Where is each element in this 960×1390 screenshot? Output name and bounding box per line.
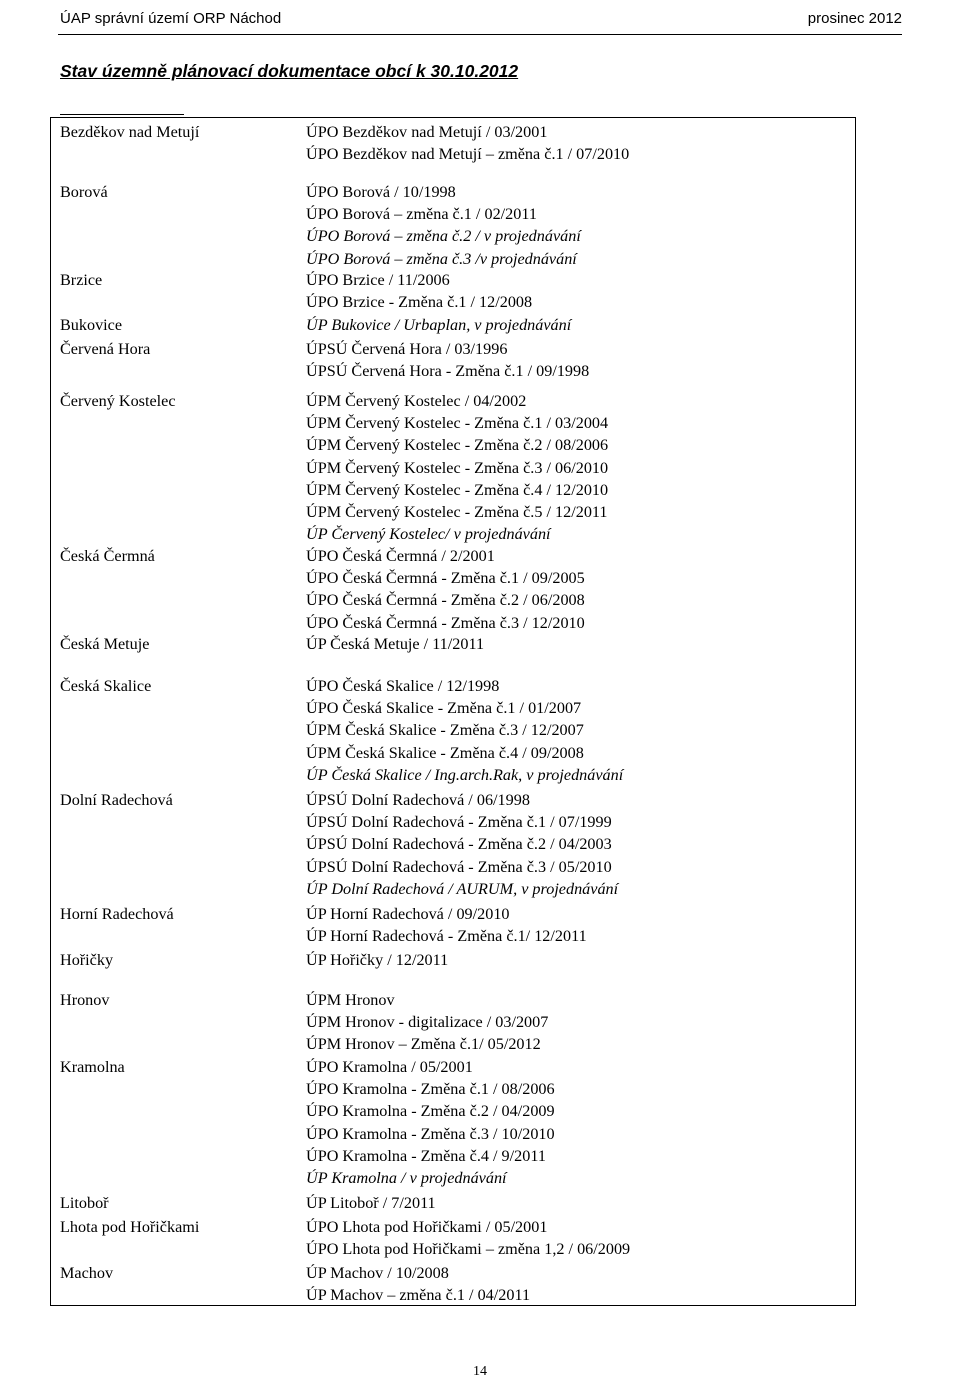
municipality-name: Litoboř: [60, 1194, 109, 1212]
municipality-name: Hronov: [60, 991, 110, 1009]
municipality-name: Kramolna: [60, 1058, 125, 1076]
municipality-name: Bezděkov nad Metují: [60, 123, 200, 141]
municipality-name: Česká Metuje: [60, 635, 150, 653]
title-short-rule: [60, 114, 184, 115]
plan-document-entry: ÚPM Červený Kostelec - Změna č.3 / 06/2010: [306, 458, 609, 477]
plan-document-entry: ÚPO Borová / 10/1998: [306, 183, 456, 201]
plan-document-entry: ÚPM Hronov: [306, 991, 395, 1009]
plan-document-entry: ÚPO Kramolna - Změna č.3 / 10/2010: [306, 1124, 555, 1143]
plan-document-entry: ÚP Litoboř / 7/2011: [306, 1194, 436, 1212]
plan-document-entry: ÚPO Bezděkov nad Metují / 03/2001: [306, 123, 548, 141]
plan-document-entry: ÚPM Červený Kostelec - Změna č.4 / 12/2010: [306, 480, 609, 499]
plan-document-entry: ÚP Machov / 10/2008: [306, 1264, 449, 1282]
plan-document-entry: ÚPO Česká Skalice / 12/1998: [306, 677, 500, 695]
municipality-name: Dolní Radechová: [60, 791, 173, 809]
plan-document-entry: ÚPO Česká Čermná - Změna č.3 / 12/2010: [306, 613, 585, 632]
municipality-name: Bukovice: [60, 316, 123, 334]
plan-document-entry: ÚP Česká Metuje / 11/2011: [306, 635, 485, 653]
plan-document-entry: ÚPM Červený Kostelec - Změna č.1 / 03/2004: [306, 414, 609, 433]
plan-document-entry: ÚPO Borová – změna č.2 / v projednávání: [306, 227, 581, 246]
plan-document-entry: ÚPO Borová – změna č.3 /v projednávání: [306, 249, 577, 268]
plan-document-entry: ÚPM Červený Kostelec - Změna č.2 / 08/2006: [306, 436, 609, 455]
document-title: Stav územně plánovací dokumentace obcí k 30.10.2012: [60, 61, 519, 81]
plan-document-entry: ÚP Česká Skalice / Ing.arch.Rak, v projednávání: [306, 765, 624, 784]
plan-document-entry: ÚPSÚ Dolní Radechová / 06/1998: [306, 791, 530, 809]
plan-document-entry: ÚPO Brzice / 11/2006: [306, 271, 450, 289]
municipality-name: Borová: [60, 183, 108, 201]
plan-document-entry: ÚPO Kramolna / 05/2001: [306, 1058, 473, 1076]
plan-document-entry: ÚPO Česká Čermná - Změna č.2 / 06/2008: [306, 591, 585, 610]
plan-document-entry: ÚPO Česká Čermná / 2/2001: [306, 547, 495, 565]
municipality-name: Česká Skalice: [60, 677, 152, 695]
plan-document-entry: ÚPM Česká Skalice - Změna č.4 / 09/2008: [306, 743, 584, 762]
plan-document-entry: ÚPO Česká Čermná - Změna č.1 / 09/2005: [306, 569, 585, 588]
page-header: [60, 10, 902, 30]
plan-document-entry: ÚPSÚ Dolní Radechová - Změna č.3 / 05/2010: [306, 857, 612, 876]
plan-document-entry: ÚP Horní Radechová / 09/2010: [306, 905, 510, 923]
plan-document-entry: ÚPO Brzice - Změna č.1 / 12/2008: [306, 293, 533, 312]
plan-document-entry: ÚP Červený Kostelec/ v projednávání: [306, 525, 551, 544]
plan-document-entry: ÚP Hořičky / 12/2011: [306, 951, 449, 969]
plan-document-entry: ÚPO Kramolna - Změna č.4 / 9/2011: [306, 1146, 546, 1165]
plan-document-entry: ÚP Kramolna / v projednávání: [306, 1169, 507, 1187]
plan-document-entry: ÚPSÚ Červená Hora - Změna č.1 / 09/1998: [306, 362, 590, 381]
plan-document-entry: ÚPO Kramolna - Změna č.2 / 04/2009: [306, 1102, 555, 1121]
plan-document-entry: ÚPM Červený Kostelec / 04/2002: [306, 392, 527, 410]
header-left-text: ÚAP správní území ORP Náchod: [60, 10, 282, 27]
plan-document-entry: ÚPM Červený Kostelec - Změna č.5 / 12/2011: [306, 503, 608, 521]
page-number: 14: [473, 1364, 487, 1379]
municipality-name: Horní Radechová: [60, 905, 174, 923]
plan-document-entry: ÚP Horní Radechová - Změna č.1/ 12/2011: [306, 927, 587, 946]
plan-document-entry: ÚPSÚ Dolní Radechová - Změna č.2 / 04/2003: [306, 835, 612, 854]
header-date: prosinec 2012: [807, 10, 902, 27]
plan-document-entry: ÚPO Česká Skalice - Změna č.1 / 01/2007: [306, 699, 582, 718]
plan-document-entry: ÚPM Hronov - digitalizace / 03/2007: [306, 1013, 549, 1032]
plan-document-entry: ÚPO Kramolna - Změna č.1 / 08/2006: [306, 1080, 555, 1099]
plan-document-entry: ÚP Dolní Radechová / AURUM, v projednávání: [306, 879, 619, 898]
municipality-name: Červená Hora: [60, 340, 151, 358]
municipality-name: Brzice: [60, 271, 103, 289]
plan-document-entry: ÚPO Bezděkov nad Metují – změna č.1 / 07/2010: [306, 145, 630, 164]
plan-document-entry: ÚPM Hronov – Změna č.1/ 05/2012: [306, 1035, 541, 1054]
plan-document-entry: ÚPSÚ Dolní Radechová - Změna č.1 / 07/1999: [306, 813, 612, 832]
municipality-name: Machov: [60, 1264, 114, 1282]
plan-document-entry: ÚPO Borová – změna č.1 / 02/2011: [306, 205, 537, 224]
plan-document-entry: ÚPSÚ Červená Hora / 03/1996: [306, 340, 508, 358]
plan-document-entry: ÚP Machov – změna č.1 / 04/2011: [306, 1286, 531, 1305]
header-rule: [58, 34, 902, 35]
municipality-name: Lhota pod Hořičkami: [60, 1218, 200, 1236]
municipality-name: Česká Čermná: [60, 547, 155, 565]
municipality-name: Hořičky: [60, 951, 114, 969]
municipality-name: Červený Kostelec: [60, 392, 176, 410]
plan-document-entry: ÚP Bukovice / Urbaplan, v projednávání: [306, 316, 572, 334]
plan-document-entry: ÚPO Lhota pod Hořičkami / 05/2001: [306, 1218, 548, 1236]
plan-document-entry: ÚPM Česká Skalice - Změna č.3 / 12/2007: [306, 721, 584, 740]
plan-document-entry: ÚPO Lhota pod Hořičkami – změna 1,2 / 06/2009: [306, 1240, 631, 1259]
